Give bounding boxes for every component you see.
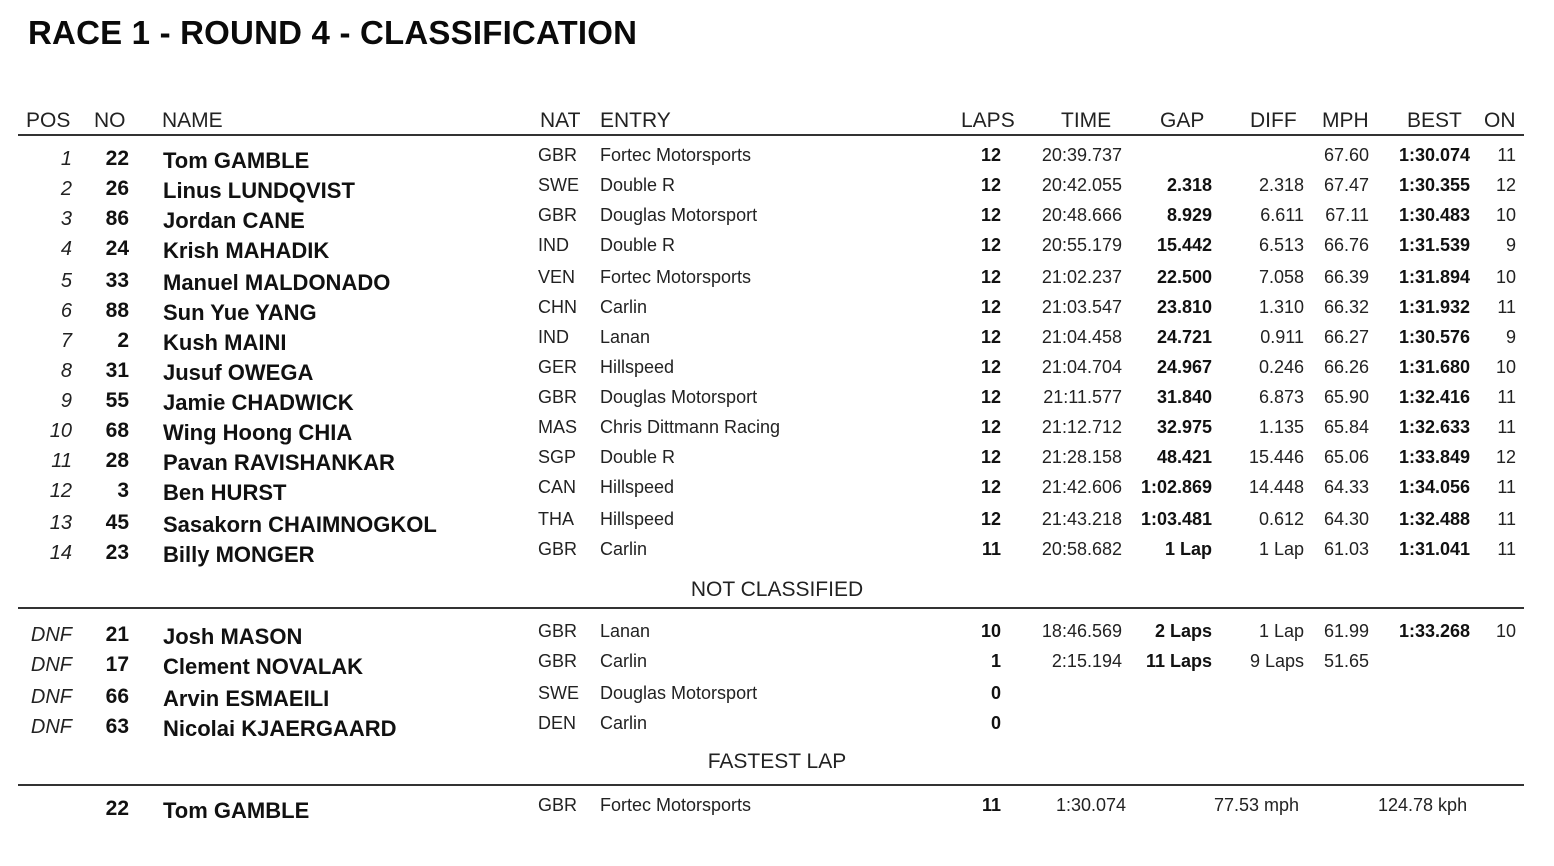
cell-name: Kush MAINI: [163, 330, 287, 355]
cell-entry: Carlin: [600, 713, 648, 733]
cell-time: 20:58.682: [1041, 539, 1122, 559]
cell-mph: 65.84: [1323, 417, 1369, 437]
cell-gap: 1:03.481: [1140, 509, 1212, 529]
cell-time: 2:15.194: [1051, 651, 1122, 671]
cell-mph: 66.76: [1323, 235, 1369, 255]
cell-laps: 12: [980, 417, 1001, 437]
cell-pos: 8: [60, 360, 72, 382]
cell-name: Sasakorn CHAIMNOGKOL: [163, 512, 437, 537]
cell-on: 11: [1497, 509, 1516, 529]
cell-mph: 66.32: [1323, 297, 1369, 317]
table-row: [0, 200, 1554, 233]
cell-no: 55: [105, 389, 129, 412]
cell-nat: CHN: [538, 297, 577, 317]
cell-pos: 10: [49, 420, 72, 442]
cell-entry: Fortec Motorsports: [600, 267, 752, 287]
cell-on: 10: [1495, 205, 1516, 225]
cell-laps: 12: [980, 327, 1001, 347]
cell-on: 10: [1495, 621, 1516, 641]
cell-nat: GER: [538, 357, 578, 377]
cell-pos: 11: [51, 450, 72, 472]
cell-laps: 12: [980, 387, 1001, 407]
cell-time: 18:46.569: [1041, 621, 1122, 641]
cell-name: Wing Hoong CHIA: [163, 420, 353, 445]
cell-name: Krish MAHADIK: [163, 238, 330, 263]
cell-time: 20:42.055: [1041, 175, 1122, 195]
cell-pos: DNF: [30, 686, 72, 708]
cell-nat: GBR: [538, 621, 578, 641]
fastest-lap-kph: 124.78 kph: [1378, 795, 1468, 815]
cell-gap: 32.975: [1156, 417, 1212, 437]
cell-mph: 67.60: [1323, 145, 1369, 165]
cell-no: 68: [105, 419, 129, 442]
cell-pos: 13: [49, 512, 72, 534]
table-row: [0, 322, 1554, 355]
table-row: [0, 382, 1554, 415]
header-pos: POS: [26, 109, 71, 132]
cell-no: 2: [117, 329, 129, 352]
table-row: [0, 292, 1554, 325]
cell-name: Manuel MALDONADO: [163, 270, 391, 295]
cell-pos: 5: [60, 270, 72, 292]
cell-on: 11: [1497, 297, 1516, 317]
cell-laps: 11: [981, 539, 1001, 559]
cell-no: 31: [105, 359, 129, 382]
table-row: [0, 472, 1554, 505]
cell-entry: Double R: [600, 175, 676, 195]
cell-best: 1:33.268: [1398, 621, 1470, 641]
header-laps: LAPS: [961, 109, 1015, 132]
cell-laps: 12: [980, 175, 1001, 195]
cell-best: 1:32.416: [1398, 387, 1470, 407]
fastest-lap-no: 22: [105, 797, 129, 820]
cell-name: Jordan CANE: [163, 208, 305, 233]
cell-no: 22: [105, 147, 129, 170]
cell-nat: IND: [538, 327, 569, 347]
cell-laps: 12: [980, 509, 1001, 529]
cell-name: Sun Yue YANG: [163, 300, 317, 325]
fastest-lap-nat: GBR: [538, 795, 578, 815]
cell-entry: Double R: [600, 447, 676, 467]
cell-best: 1:31.894: [1398, 267, 1470, 287]
cell-pos: 1: [60, 148, 72, 170]
cell-diff: 1 Lap: [1258, 539, 1304, 559]
cell-no: 63: [105, 715, 129, 738]
cell-diff: 6.611: [1260, 205, 1304, 225]
cell-name: Tom GAMBLE: [163, 148, 310, 173]
cell-diff: 14.448: [1248, 477, 1304, 497]
cell-entry: Douglas Motorsport: [600, 387, 758, 407]
cell-diff: 1.135: [1258, 417, 1304, 437]
cell-mph: 61.99: [1323, 621, 1369, 641]
cell-diff: 0.612: [1258, 509, 1304, 529]
table-row: [0, 646, 1554, 679]
fastest-lap-row: [0, 790, 1554, 823]
cell-time: 20:48.666: [1041, 205, 1122, 225]
cell-pos: 14: [49, 542, 72, 564]
cell-best: 1:32.488: [1398, 509, 1470, 529]
cell-on: 11: [1497, 387, 1516, 407]
table-row: [0, 534, 1554, 567]
cell-time: 21:11.577: [1043, 387, 1122, 407]
cell-diff: 15.446: [1248, 447, 1304, 467]
cell-gap: 22.500: [1156, 267, 1212, 287]
cell-no: 86: [105, 207, 129, 230]
header-mph: MPH: [1322, 109, 1369, 132]
cell-gap: 31.840: [1156, 387, 1212, 407]
cell-on: 9: [1505, 235, 1516, 255]
cell-best: 1:30.483: [1398, 205, 1470, 225]
fastest-lap-heading: FASTEST LAP: [707, 750, 847, 773]
cell-on: 12: [1495, 175, 1516, 195]
header-on: ON: [1484, 109, 1516, 132]
cell-nat: SWE: [538, 175, 580, 195]
cell-best: 1:33.849: [1398, 447, 1470, 467]
cell-time: 21:02.237: [1041, 267, 1122, 287]
cell-mph: 51.65: [1323, 651, 1369, 671]
cell-entry: Hillspeed: [600, 477, 675, 497]
table-row: [0, 170, 1554, 203]
cell-diff: 0.246: [1258, 357, 1304, 377]
cell-name: Billy MONGER: [163, 542, 315, 567]
cell-gap: 11 Laps: [1145, 651, 1212, 671]
cell-entry: Double R: [600, 235, 676, 255]
cell-entry: Hillspeed: [600, 357, 675, 377]
cell-time: 21:42.606: [1041, 477, 1122, 497]
cell-pos: 9: [60, 390, 72, 412]
header-nat: NAT: [540, 109, 581, 132]
header-diff: DIFF: [1250, 109, 1297, 132]
table-row: [0, 140, 1554, 173]
cell-entry: Carlin: [600, 539, 648, 559]
header-time: TIME: [1061, 109, 1112, 132]
cell-nat: SWE: [538, 683, 580, 703]
cell-time: 21:12.712: [1041, 417, 1122, 437]
cell-nat: DEN: [538, 713, 577, 733]
cell-mph: 66.26: [1323, 357, 1369, 377]
cell-time: 20:39.737: [1041, 145, 1122, 165]
cell-diff: 0.911: [1260, 327, 1304, 347]
cell-laps: 12: [980, 235, 1001, 255]
cell-name: Arvin ESMAEILI: [163, 686, 330, 711]
table-row: [0, 504, 1554, 537]
cell-pos: 6: [60, 300, 72, 322]
cell-laps: 12: [980, 267, 1001, 287]
cell-nat: THA: [538, 509, 574, 529]
cell-mph: 67.47: [1323, 175, 1369, 195]
cell-no: 3: [117, 479, 129, 502]
cell-time: 21:28.158: [1041, 447, 1122, 467]
cell-name: Pavan RAVISHANKAR: [163, 450, 395, 475]
cell-best: 1:30.355: [1398, 175, 1470, 195]
fastest-lap-divider: [18, 784, 1524, 786]
cell-on: 10: [1495, 267, 1516, 287]
cell-nat: GBR: [538, 651, 578, 671]
cell-name: Nicolai KJAERGAARD: [163, 716, 397, 741]
cell-entry: Carlin: [600, 297, 648, 317]
header-divider: [18, 134, 1524, 136]
header-gap: GAP: [1160, 109, 1205, 132]
cell-gap: 2 Laps: [1154, 621, 1212, 641]
not-classified-heading: NOT CLASSIFIED: [690, 578, 864, 601]
cell-gap: 23.810: [1156, 297, 1212, 317]
cell-best: 1:31.539: [1398, 235, 1470, 255]
cell-mph: 61.03: [1323, 539, 1369, 559]
cell-laps: 0: [990, 713, 1001, 733]
table-row: [0, 412, 1554, 445]
cell-no: 23: [105, 541, 129, 564]
cell-no: 17: [105, 653, 129, 676]
fastest-lap-entry: Fortec Motorsports: [600, 795, 752, 815]
cell-time: 21:43.218: [1041, 509, 1122, 529]
cell-laps: 1: [990, 651, 1001, 671]
cell-no: 28: [105, 449, 129, 472]
cell-diff: 9 Laps: [1249, 651, 1304, 671]
cell-entry: Fortec Motorsports: [600, 145, 752, 165]
cell-nat: IND: [538, 235, 569, 255]
cell-name: Clement NOVALAK: [163, 654, 364, 679]
cell-name: Jusuf OWEGA: [163, 360, 314, 385]
cell-time: 21:04.458: [1041, 327, 1122, 347]
cell-on: 10: [1495, 357, 1516, 377]
cell-entry: Lanan: [600, 621, 651, 641]
cell-pos: 7: [60, 330, 72, 352]
cell-best: 1:34.056: [1398, 477, 1470, 497]
cell-entry: Carlin: [600, 651, 648, 671]
cell-gap: 24.721: [1156, 327, 1212, 347]
cell-pos: DNF: [30, 654, 72, 676]
fastest-lap-name: Tom GAMBLE: [163, 798, 310, 823]
table-row: [0, 262, 1554, 295]
cell-nat: CAN: [538, 477, 577, 497]
cell-best: 1:32.633: [1398, 417, 1470, 437]
cell-gap: 2.318: [1166, 175, 1212, 195]
cell-mph: 64.33: [1323, 477, 1369, 497]
cell-name: Ben HURST: [163, 480, 287, 505]
page-title: RACE 1 - ROUND 4 - CLASSIFICATION: [28, 14, 638, 51]
cell-diff: 7.058: [1258, 267, 1304, 287]
cell-gap: 15.442: [1156, 235, 1212, 255]
cell-best: 1:31.932: [1398, 297, 1470, 317]
header-best: BEST: [1407, 109, 1462, 132]
cell-diff: 1.310: [1258, 297, 1304, 317]
cell-best: 1:31.680: [1398, 357, 1470, 377]
header-entry: ENTRY: [600, 109, 671, 132]
cell-pos: 12: [49, 480, 72, 502]
cell-best: 1:30.074: [1398, 145, 1470, 165]
cell-no: 33: [105, 269, 129, 292]
cell-name: Linus LUNDQVIST: [163, 178, 355, 203]
cell-no: 45: [105, 511, 129, 534]
cell-laps: 0: [990, 683, 1001, 703]
cell-laps: 12: [980, 477, 1001, 497]
cell-on: 11: [1497, 145, 1516, 165]
cell-laps: 12: [980, 297, 1001, 317]
cell-nat: GBR: [538, 205, 578, 225]
table-header: [0, 104, 1554, 134]
cell-best: 1:31.041: [1398, 539, 1470, 559]
fastest-lap-time: 1:30.074: [1056, 795, 1127, 815]
cell-laps: 12: [980, 145, 1001, 165]
cell-no: 88: [105, 299, 129, 322]
cell-mph: 66.39: [1323, 267, 1369, 287]
cell-pos: DNF: [30, 716, 72, 738]
cell-nat: MAS: [538, 417, 578, 437]
table-row: [0, 352, 1554, 385]
cell-pos: 4: [60, 238, 72, 260]
cell-entry: Douglas Motorsport: [600, 205, 758, 225]
cell-nat: SGP: [538, 447, 577, 467]
not-classified-divider: [18, 607, 1524, 609]
cell-name: Jamie CHADWICK: [163, 390, 354, 415]
cell-nat: GBR: [538, 539, 578, 559]
cell-nat: GBR: [538, 145, 578, 165]
cell-mph: 67.11: [1325, 205, 1369, 225]
cell-gap: 8.929: [1166, 205, 1212, 225]
cell-entry: Hillspeed: [600, 509, 675, 529]
cell-laps: 10: [980, 621, 1001, 641]
cell-mph: 66.27: [1323, 327, 1369, 347]
cell-no: 66: [105, 685, 129, 708]
table-row: [0, 678, 1554, 711]
cell-entry: Lanan: [600, 327, 651, 347]
cell-time: 21:04.704: [1041, 357, 1122, 377]
cell-diff: 6.873: [1258, 387, 1304, 407]
cell-pos: 3: [60, 208, 72, 230]
cell-entry: Douglas Motorsport: [600, 683, 758, 703]
cell-laps: 12: [980, 205, 1001, 225]
fastest-lap-mph: 77.53 mph: [1214, 795, 1300, 815]
cell-no: 21: [105, 623, 129, 646]
header-no: NO: [94, 109, 126, 132]
cell-best: 1:30.576: [1398, 327, 1470, 347]
cell-mph: 64.30: [1323, 509, 1369, 529]
cell-gap: 24.967: [1156, 357, 1212, 377]
cell-nat: GBR: [538, 387, 578, 407]
cell-gap: 1 Lap: [1164, 539, 1212, 559]
fastest-lap-lap: 11: [981, 795, 1001, 815]
table-row: [0, 230, 1554, 263]
cell-on: 11: [1497, 417, 1516, 437]
cell-time: 20:55.179: [1041, 235, 1122, 255]
cell-entry: Chris Dittmann Racing: [600, 417, 781, 437]
cell-mph: 65.06: [1323, 447, 1369, 467]
cell-diff: 6.513: [1258, 235, 1304, 255]
cell-nat: VEN: [538, 267, 576, 287]
cell-pos: 2: [60, 178, 72, 200]
table-row: [0, 616, 1554, 649]
cell-mph: 65.90: [1323, 387, 1369, 407]
header-name: NAME: [162, 109, 223, 132]
cell-gap: 1:02.869: [1140, 477, 1212, 497]
table-row: [0, 708, 1554, 741]
cell-laps: 12: [980, 357, 1001, 377]
cell-on: 12: [1495, 447, 1516, 467]
cell-no: 26: [105, 177, 129, 200]
cell-diff: 2.318: [1258, 175, 1304, 195]
cell-name: Josh MASON: [163, 624, 303, 649]
cell-on: 9: [1505, 327, 1516, 347]
cell-on: 11: [1497, 477, 1516, 497]
cell-time: 21:03.547: [1041, 297, 1122, 317]
cell-pos: DNF: [30, 624, 72, 646]
cell-laps: 12: [980, 447, 1001, 467]
table-row: [0, 442, 1554, 475]
cell-on: 11: [1497, 539, 1516, 559]
cell-gap: 48.421: [1156, 447, 1212, 467]
cell-no: 24: [105, 237, 129, 260]
cell-diff: 1 Lap: [1258, 621, 1304, 641]
